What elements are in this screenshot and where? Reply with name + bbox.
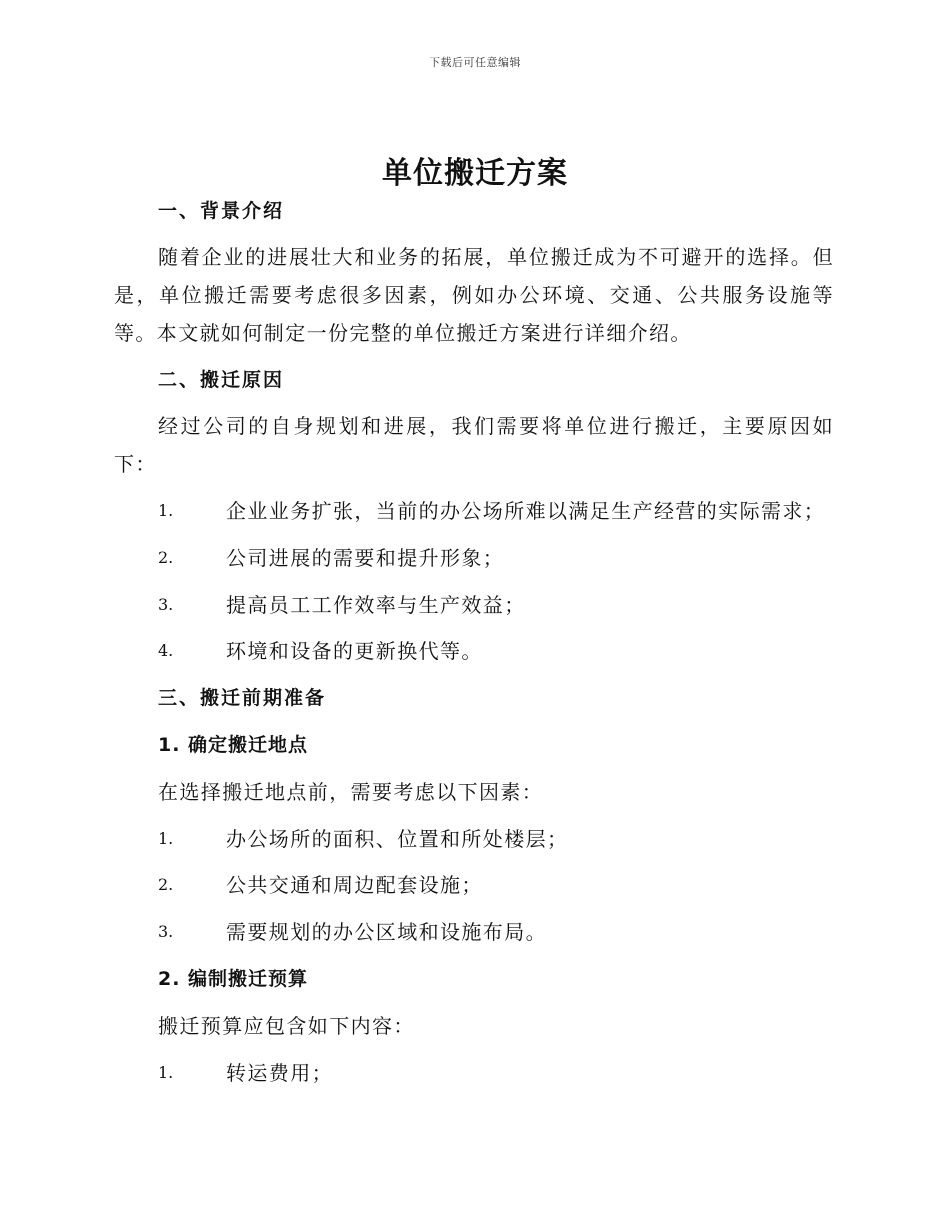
list-item [158, 492, 838, 530]
list-item-number: 3. [158, 922, 174, 941]
list-item-number: 2. [158, 548, 174, 567]
list-item-text: 环境和设备的更新换代等。 [226, 639, 483, 663]
list-item [158, 539, 838, 577]
section-heading-background: 一、背景介绍 [158, 200, 285, 222]
section-heading-reasons: 二、搬迁原因 [158, 369, 285, 391]
list-item-text: 企业业务扩张，当前的办公场所难以满足生产经营的实际需求； [226, 499, 826, 523]
paragraph-location-intro: 在选择搬迁地点前，需要考虑以下因素： [158, 780, 544, 804]
paragraph-budget-intro: 搬迁预算应包含如下内容： [158, 1014, 415, 1038]
list-item-text: 公司进展的需要和提升形象； [226, 546, 505, 570]
list-item-text: 提高员工工作效率与生产效益； [226, 593, 526, 617]
list-item-number: 1. [158, 501, 174, 520]
list-item-number: 1. [158, 829, 174, 848]
list-item-text: 转运费用； [226, 1061, 333, 1085]
list-item [158, 913, 838, 951]
paragraph-reasons: 经过公司的自身规划和进展，我们需要将单位进行搬迁，主要原因如下： [114, 414, 834, 476]
list-item [158, 820, 838, 858]
list-item-text: 办公场所的面积、位置和所处楼层； [226, 827, 569, 851]
list-item-number: 4. [158, 641, 174, 660]
document-title: 单位搬迁方案 [382, 156, 568, 191]
list-item-number: 1. [158, 1063, 174, 1082]
list-item-text: 公共交通和周边配套设施； [226, 873, 483, 897]
list-item-number: 2. [158, 875, 174, 894]
list-item [158, 1054, 838, 1092]
subheading-location: 1. 确定搬迁地点 [158, 734, 309, 756]
subheading-budget: 2. 编制搬迁预算 [158, 968, 309, 990]
list-item-number: 3. [158, 595, 174, 614]
paragraph-background: 随着企业的进展壮大和业务的拓展，单位搬迁成为不可避开的选择。但是，单位搬迁需要考虑很多因素，例如办公环境、交通、公共服务设施等等。本文就如何制定一份完整的单位搬迁方案进行详细介绍。 [114, 245, 834, 345]
section-heading-preparation: 三、搬迁前期准备 [158, 687, 327, 709]
list-item-text: 需要规划的办公区域和设施布局。 [226, 920, 547, 944]
list-item [158, 632, 838, 670]
list-item [158, 586, 838, 624]
list-item [158, 866, 838, 904]
header-note: 下载后可任意编辑 [429, 56, 521, 69]
